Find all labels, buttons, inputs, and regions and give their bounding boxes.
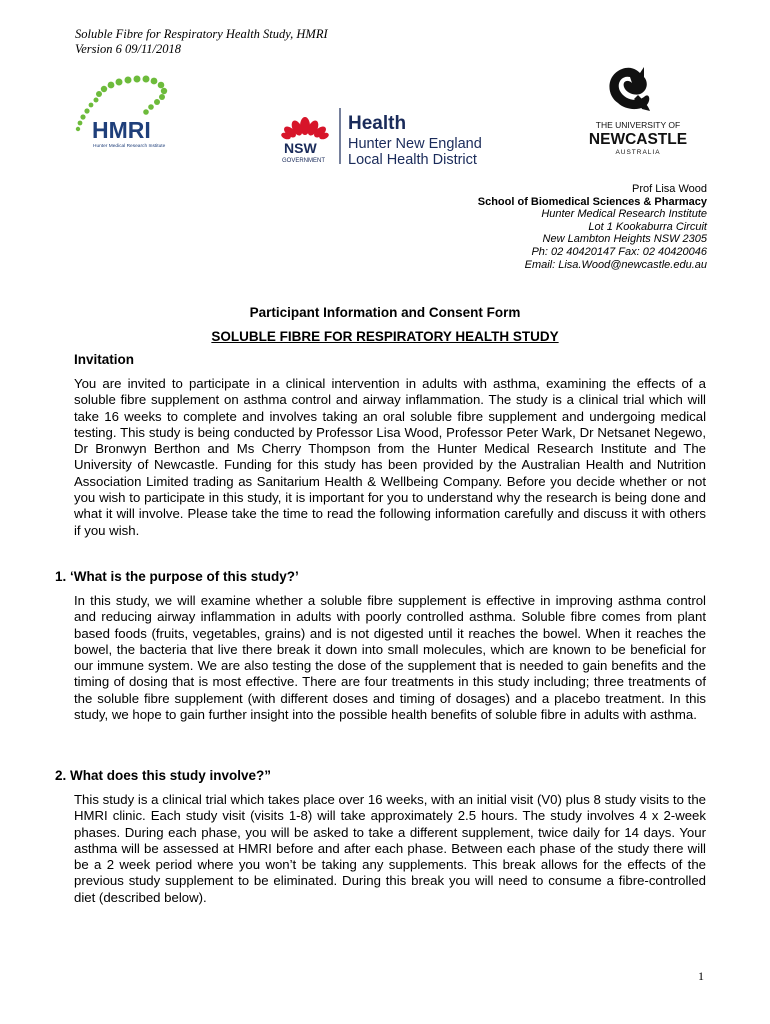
contact-suburb: New Lambton Heights NSW 2305	[542, 233, 707, 246]
nsw-label: NSW	[284, 140, 317, 156]
seahorse-crest-icon	[609, 67, 650, 111]
study-title-wrap	[0, 329, 770, 344]
contact-name: Prof Lisa Wood	[631, 183, 707, 195]
government-label: GOVERNMENT	[282, 158, 326, 164]
newcastle-university-logo	[578, 65, 698, 159]
district-line-1: Hunter New England	[348, 136, 482, 152]
contact-address-block	[478, 183, 707, 271]
invitation-paragraph: You are invited to participate in a clinical intervention in adults with asthma, examining the effects of a soluble fibre supplement on asthma control and airway inflammation. The study is a clinical trial which will take 16 weeks to complete and involves taking an oral soluble fibre supplement and undergoing medical testing. This study is being conducted by Professor Lisa Wood, Professor Peter Wark, Dr Netsanet Negewo, Dr Bronwyn Berthon and Ms Cherry Thompson from the Hunter Medical Research Institute and The University of Newcastle. Funding for this study has been provided by the Australian Health and Nutrition Association Limited trading as Sanitarium Health & Wellbeing Company. Before you decide whether or not you wish to participate in this study, it is important for you to understand why the research is being done and what it will involve. Please take the time to read the following information carefully and discuss it with others if you wish.	[74, 376, 706, 538]
waratah-icon	[280, 117, 329, 141]
nsw-health-logo	[278, 106, 508, 168]
newcastle-label: NEWCASTLE	[588, 131, 688, 148]
purpose-heading: 1. ‘What is the purpose of this study?’	[55, 569, 299, 584]
hmri-subtitle: Hunter Medical Research Institute	[93, 144, 166, 149]
hmri-wordmark: HMRI	[92, 117, 151, 143]
contact-email: Email: Lisa.Wood@newcastle.edu.au	[524, 258, 707, 271]
study-title: SOLUBLE FIBRE FOR RESPIRATORY HEALTH STUDY	[211, 329, 559, 344]
contact-phone: Ph: 02 40420147 Fax: 02 40420046	[531, 245, 707, 258]
contact-institute: Hunter Medical Research Institute	[541, 208, 707, 221]
university-of-label: THE UNIVERSITY OF	[595, 120, 681, 130]
contact-street: Lot 1 Kookaburra Circuit	[588, 220, 707, 233]
australia-label: AUSTRALIA	[615, 149, 661, 156]
page-number: 1	[698, 969, 704, 983]
involvement-heading: 2. What does this study involve?”	[55, 768, 272, 783]
purpose-paragraph: In this study, we will examine whether a soluble fibre supplement is effective in improving asthma control and reducing airway inflammation in adults with poorly controlled asthma. Soluble fibre comes from plant based foods (fruits, vegetables, grains) and is not digested until it reaches the bowel. When it reaches the bowel, the bacteria that live there break it down into small molecules, which are known to be beneficial for our immune system. We are also testing the dose of the supplement that is needed to gain benefits and the timing of dosing that is most effective. There are four treatments in this study including; three treatments of the soluble fibre supplement (with different doses and timing of dosages) and a placebo treatment. In this study, we hope to gain further insight into the possible health benefits of soluble fibre in adults with asthma.	[74, 593, 706, 723]
health-label: Health	[348, 113, 407, 134]
district-line-2: Local Health District	[348, 152, 477, 168]
involvement-paragraph: This study is a clinical trial which takes place over 16 weeks, with an initial visit (V0) plus 8 study visits to the HMRI clinic. Each study visit (visits 1-8) will take approximately 2.5 hours. The study involves 4 x 2-week phases. During each phase, you will be asked to take a different supplement, twice daily for 14 days. Your asthma will be assessed at HMRI before and after each phase. Between each phase of the study there will be a 2 week period where you won’t be taking any supplements. This break allows for the effects of the previous study supplement to be eliminated. During this break you will need to consume a fibre-controlled diet (described below).	[74, 792, 706, 905]
invitation-heading: Invitation	[74, 352, 134, 367]
header-version: Version 6 09/11/2018	[75, 42, 182, 56]
form-title: Participant Information and Consent Form	[249, 305, 521, 320]
contact-school: School of Biomedical Sciences & Pharmacy	[477, 195, 707, 208]
header-study-title: Soluble Fibre for Respiratory Health Study, HMRI	[75, 27, 328, 41]
running-header	[75, 27, 328, 57]
hmri-logo	[74, 74, 204, 154]
